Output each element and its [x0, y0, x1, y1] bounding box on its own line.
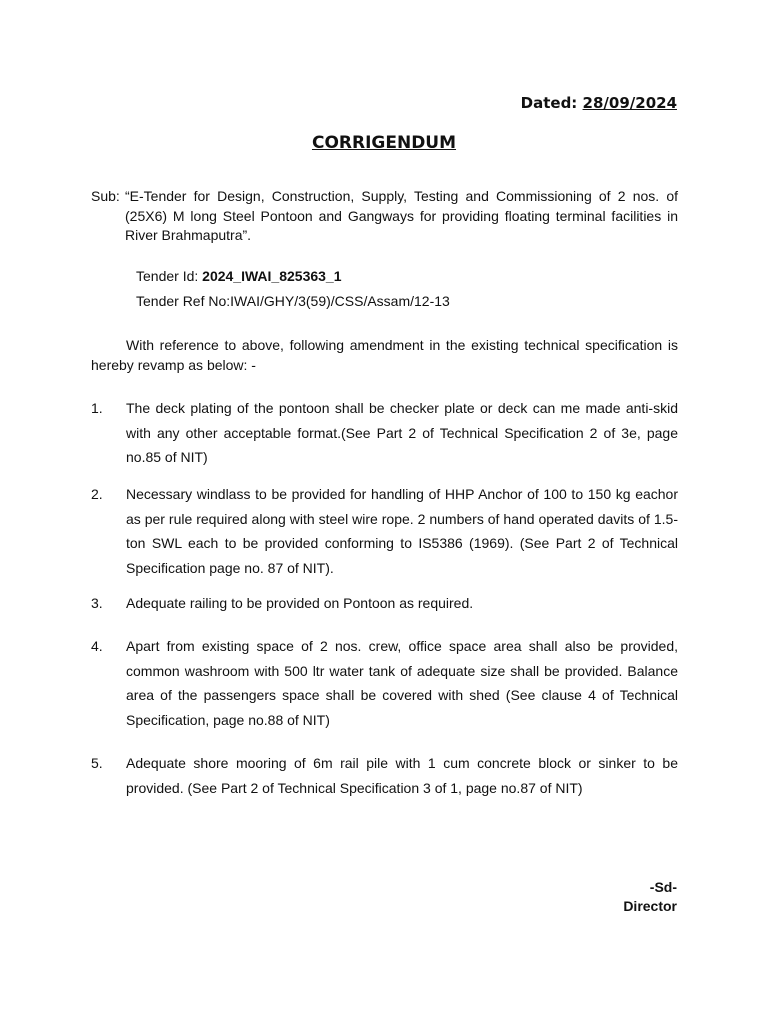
tender-id-label: Tender Id:: [136, 268, 199, 284]
signature-sd: -Sd-: [649, 879, 677, 895]
intro-paragraph: With reference to above, following amendment in the existing technical specification is hereby revamp as below: -: [91, 337, 678, 373]
tender-ref-value: IWAI/GHY/3(59)/CSS/Assam/12-13: [230, 293, 450, 309]
tender-ref-line: [136, 293, 450, 309]
document-title: CORRIGENDUM: [311, 133, 457, 153]
amendment-item-3: [91, 591, 678, 616]
dated-line: [521, 94, 677, 112]
subject-label: Sub:: [91, 188, 120, 204]
amendment-item-1: [91, 396, 678, 470]
item-text: Necessary windlass to be provided for handling of HHP Anchor of 100 to 150 kg eachor as per rule required along with steel wire rope. 2 numbers of hand operated davits of 1.5-ton SWL each to be provided conforming to IS5386 (1969). (See Part 2 of Technical Specification page no. 87 of NIT).: [126, 486, 678, 576]
item-number: 2.: [91, 486, 103, 502]
item-number: 3.: [91, 595, 103, 611]
amendment-item-4: [91, 634, 678, 732]
item-text: The deck plating of the pontoon shall be checker plate or deck can me made anti-skid with any other acceptable format.(See Part 2 of Technical Specification 2 of 3e, page no.85 of NIT): [126, 400, 678, 465]
item-number: 4.: [91, 638, 103, 654]
dated-value: 28/09/2024: [582, 94, 677, 112]
item-text: Adequate railing to be provided on Pontoon as required.: [126, 595, 474, 611]
amendment-item-5: [91, 751, 678, 800]
tender-ref-label: Tender Ref No:: [136, 293, 231, 309]
dated-label: Dated:: [520, 94, 578, 112]
subject-text: “E-Tender for Design, Construction, Supply, Testing and Commissioning of 2 nos. of (25X6) M long Steel Pontoon and Gangways for providing floating terminal facilities in River Brahmaputra”.: [125, 188, 678, 243]
item-text: Apart from existing space of 2 nos. crew, office space area shall also be provided, common washroom with 500 ltr water tank of adequate size shall be provided. Balance area of the passengers space shall be covered with shed (See clause 4 of Technical Specification, page no.88 of NIT): [126, 638, 678, 728]
signature-designation: Director: [623, 898, 677, 914]
tender-id-line: [136, 268, 342, 284]
item-number: 1.: [91, 400, 103, 416]
item-text: Adequate shore mooring of 6m rail pile with 1 cum concrete block or sinker to be provided. (See Part 2 of Technical Specification 3 of 1, page no.87 of NIT): [126, 755, 678, 796]
subject-block: [91, 187, 678, 246]
amendment-item-2: [91, 482, 678, 580]
item-number: 5.: [91, 755, 103, 771]
tender-id-value: 2024_IWAI_825363_1: [202, 268, 342, 284]
